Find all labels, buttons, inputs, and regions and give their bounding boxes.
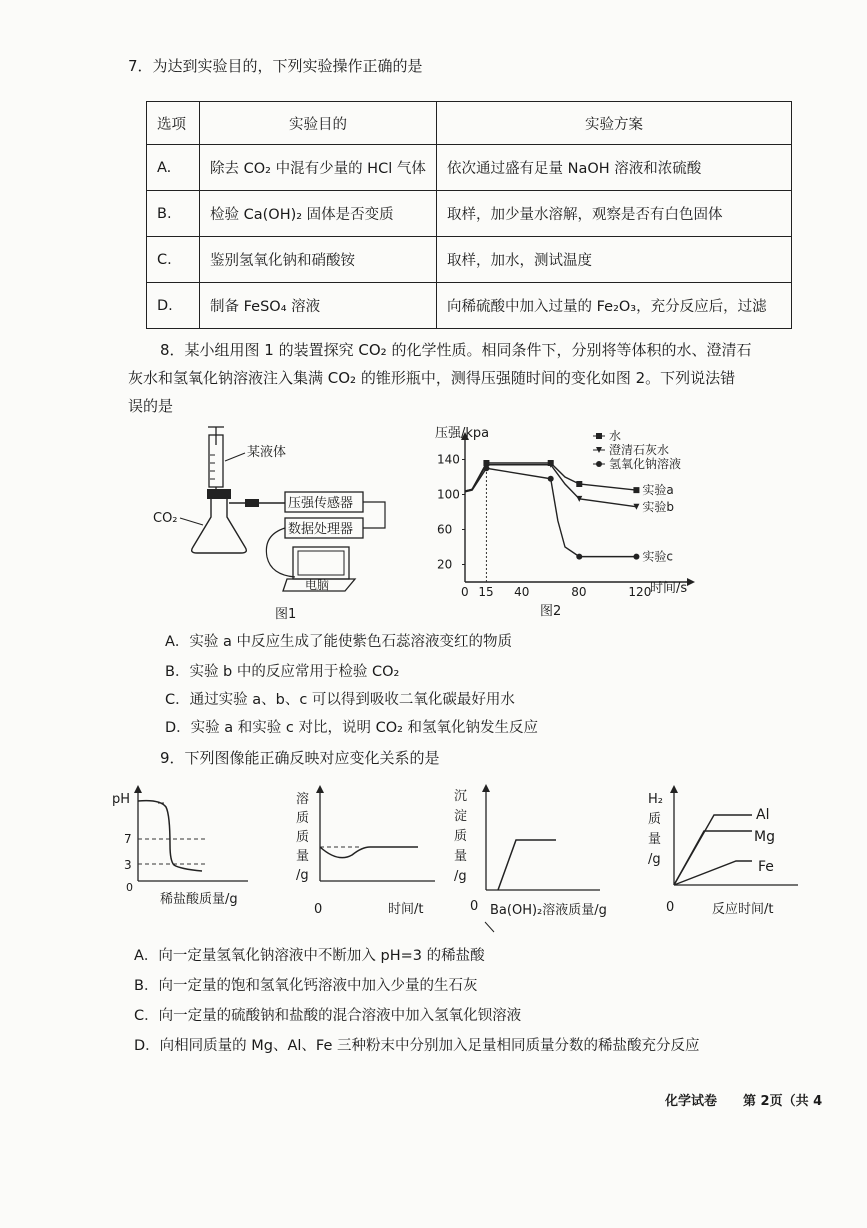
figure1-caption: 图1 <box>275 607 297 622</box>
q8-stem-line3: 误的是 <box>128 397 174 415</box>
data-point <box>633 554 639 560</box>
graph-a-tick-3: 3 <box>124 858 132 872</box>
graph-a-x-label: 稀盐酸质量/g <box>160 892 238 907</box>
series-label: 实验c <box>642 549 674 564</box>
computer-label: 电脑 <box>305 578 330 592</box>
series-line <box>465 465 636 507</box>
series-label: 实验a <box>642 483 674 498</box>
graph-c <box>450 780 635 940</box>
row-option: A. <box>147 145 200 191</box>
graph-c-curve <box>498 840 556 890</box>
graph-a <box>110 785 260 910</box>
row-goal: 检验 Ca(OH)₂ 固体是否变质 <box>200 191 437 237</box>
x-tick-label: 80 <box>571 585 587 599</box>
x-tick-label: 40 <box>514 585 530 599</box>
q8-stem-line2: 灰水和氢氧化钠溶液注入集满 CO₂ 的锥形瓶中，测得压强随时间的变化如图 2。下列说法错 <box>128 369 736 387</box>
q8-stem-line1: 8．某小组用图 1 的装置探究 CO₂ 的化学性质。相同条件下，分别将等体积的水、澄清石 <box>160 341 752 359</box>
q9-option-a: A．向一定量氢氧化钠溶液中不断加入 pH=3 的稀盐酸 <box>134 948 485 964</box>
row-plan: 取样，加水，测试温度 <box>437 237 792 283</box>
row-goal: 除去 CO₂ 中混有少量的 HCl 气体 <box>200 145 437 191</box>
row-plan: 向稀硫酸中加入过量的 Fe₂O₃，充分反应后，过滤 <box>437 283 792 329</box>
processor-label: 数据处理器 <box>288 522 354 537</box>
graph-c-y-label: 淀 <box>454 809 468 824</box>
y-axis-label: 压强/kpa <box>435 426 490 441</box>
header-goal: 实验目的 <box>200 102 437 145</box>
liquid-label: 某液体 <box>247 445 287 460</box>
row-option: D. <box>147 283 200 329</box>
footer-page: 第 2页（共 4 <box>743 1094 823 1109</box>
data-point <box>633 487 639 493</box>
x-tick-label: 15 <box>478 585 494 599</box>
graph-d-label-al: Al <box>756 807 770 823</box>
q8-option-c: C．通过实验 a、b、c 可以得到吸收二氧化碳最好用水 <box>165 692 515 708</box>
x-tick-label: 120 <box>628 585 652 599</box>
graph-a-y-label: pH <box>112 792 131 807</box>
graph-b-x-label: 时间/t <box>388 902 424 917</box>
co2-label: CO₂ <box>153 511 178 526</box>
graph-d-y-label: 量 <box>648 832 662 847</box>
legend-item: 氢氧化钠溶液 <box>609 457 682 471</box>
q9-option-d: D．向相同质量的 Mg、Al、Fe 三种粉末中分别加入足量相同质量分数的稀盐酸充分反应 <box>134 1038 700 1054</box>
row-option: B. <box>147 191 200 237</box>
q7-stem: 7．为达到实验目的，下列实验操作正确的是 <box>128 57 423 75</box>
y-tick-label: 140 <box>437 452 460 467</box>
graph-d <box>640 785 810 920</box>
graph-c-y-label: 量 <box>454 849 468 864</box>
figure2-chart <box>425 420 700 625</box>
x-axis-label: 时间/s <box>650 581 688 596</box>
row-goal: 制备 FeSO₄ 溶液 <box>200 283 437 329</box>
graph-b-y-label: 量 <box>296 849 310 864</box>
graph-d-label-fe: Fe <box>758 859 774 875</box>
y-tick-label: 100 <box>437 487 460 502</box>
graph-d-label-mg: Mg <box>754 829 775 845</box>
x-tick-label: 0 <box>461 585 469 599</box>
graph-a-curve <box>138 801 202 871</box>
data-point <box>576 554 582 560</box>
graph-b-curve <box>320 847 418 858</box>
legend-item: 澄清石灰水 <box>609 443 670 457</box>
row-plan: 取样，加少量水溶解，观察是否有白色固体 <box>437 191 792 237</box>
table-row <box>147 145 792 191</box>
q9-stem: 9．下列图像能正确反映对应变化关系的是 <box>160 749 440 767</box>
data-point <box>548 476 554 482</box>
q9-option-b: B．向一定量的饱和氢氧化钙溶液中加入少量的生石灰 <box>134 978 478 994</box>
graph-c-x-label: Ba(OH)₂溶液质量/g <box>490 903 607 918</box>
chart-legend <box>593 428 681 471</box>
q8-option-a: A．实验 a 中反应生成了能使紫色石蕊溶液变红的物质 <box>165 634 513 650</box>
graph-b-y-label: 质 <box>296 830 310 845</box>
sensor-label: 压强传感器 <box>288 496 354 511</box>
figure1-apparatus <box>145 425 410 625</box>
graph-c-y-label: 质 <box>454 829 468 844</box>
flask <box>192 499 247 553</box>
q7-table <box>146 101 792 329</box>
y-tick-label: 60 <box>437 522 453 537</box>
graph-b <box>290 785 445 920</box>
data-point <box>483 465 489 471</box>
graph-d-origin: 0 <box>666 900 675 915</box>
row-plan: 依次通过盛有足量 NaOH 溶液和浓硫酸 <box>437 145 792 191</box>
graph-d-line-mg <box>674 831 752 885</box>
graph-d-y-label: H₂ <box>648 792 663 807</box>
graph-c-y-label: /g <box>454 869 467 884</box>
q8-option-b: B．实验 b 中的反应常用于检验 CO₂ <box>165 664 400 680</box>
header-option: 选项 <box>147 102 200 145</box>
footer-subject: 化学试卷 <box>665 1094 718 1109</box>
computer-monitor <box>293 547 349 579</box>
stopper <box>207 489 231 499</box>
row-option: C. <box>147 237 200 283</box>
header-plan: 实验方案 <box>437 102 792 145</box>
table-row <box>147 283 792 329</box>
graph-c-y-label: 沉 <box>454 789 468 804</box>
q9-option-c: C．向一定量的硫酸钠和盐酸的混合溶液中加入氢氧化钡溶液 <box>134 1008 522 1024</box>
table-row <box>147 237 792 283</box>
graph-b-y-label: 质 <box>296 811 310 826</box>
graph-d-y-label: 质 <box>648 812 662 827</box>
graph-c-origin: 0 <box>470 899 479 914</box>
graph-d-y-label: /g <box>648 852 661 867</box>
figure2-caption: 图2 <box>540 604 562 619</box>
graph-b-y-label: 溶 <box>296 792 310 807</box>
data-point <box>576 481 582 487</box>
table-header-row <box>147 102 792 145</box>
graph-a-tick-7: 7 <box>124 832 132 846</box>
q8-option-d: D．实验 a 和实验 c 对比，说明 CO₂ 和氢氧化钠发生反应 <box>165 720 539 736</box>
table-row <box>147 191 792 237</box>
y-tick-label: 20 <box>437 557 453 572</box>
row-goal: 鉴别氢氧化钠和硝酸铵 <box>200 237 437 283</box>
legend-item: 水 <box>609 429 622 443</box>
graph-a-origin: 0 <box>126 881 133 894</box>
graph-b-origin: 0 <box>314 902 323 917</box>
series-label: 实验b <box>642 499 675 514</box>
graph-b-y-label: /g <box>296 868 309 883</box>
graph-d-line-al <box>674 815 752 885</box>
graph-d-x-label: 反应时间/t <box>712 902 774 917</box>
